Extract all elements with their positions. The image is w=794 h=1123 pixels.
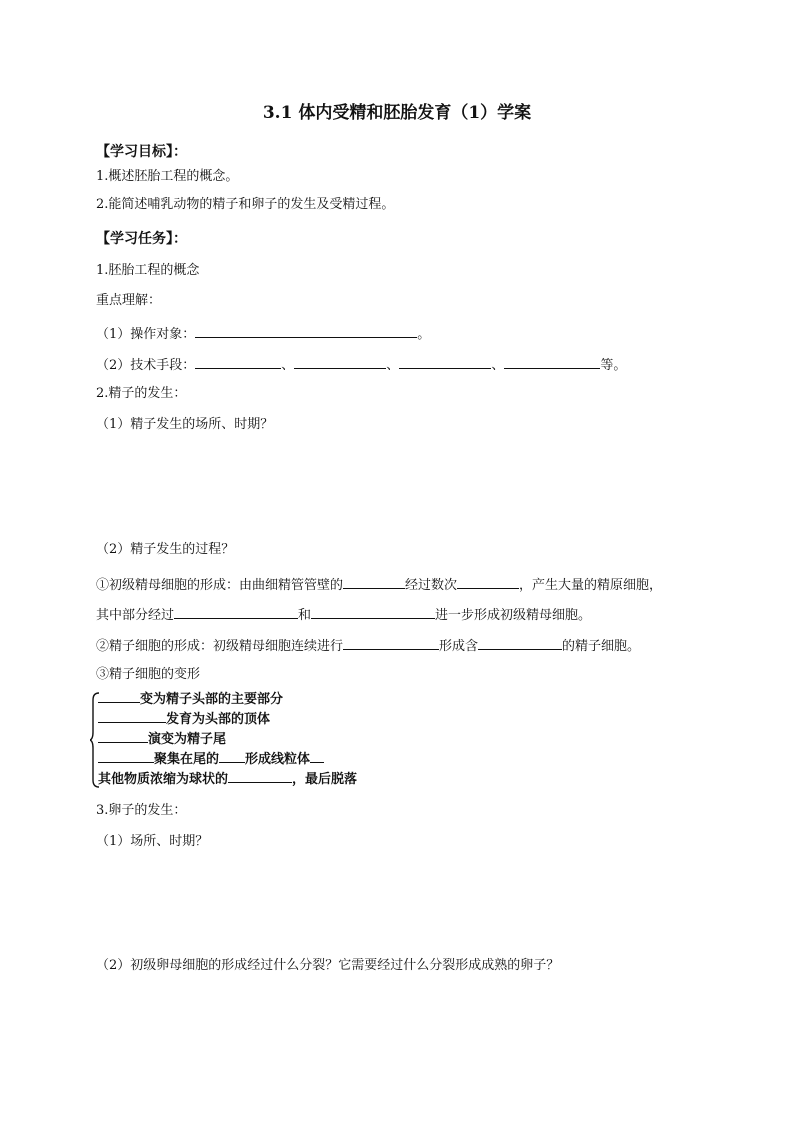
step-1-text-d: 其中部分经过 [96, 608, 175, 623]
step-1-text-f: 进一步形成初级精母细胞。 [435, 608, 592, 623]
q1b-suffix: 等。 [600, 358, 627, 373]
transform-item-2 [98, 708, 357, 728]
transform-text-7: ，最后脱落 [292, 772, 358, 787]
transform-blank-7[interactable] [228, 768, 292, 783]
step-1-line-2 [96, 604, 591, 625]
step-2-text-c: 的精子细胞。 [562, 639, 641, 654]
transform-text-2: 发育为头部的顶体 [166, 712, 271, 727]
q1b-blank-2[interactable] [294, 354, 386, 369]
q1a-prefix: （1）操作对象： [96, 327, 196, 342]
q3b-question: （2）初级卵母细胞的形成经过什么分裂？它需要经过什么分裂形成成熟的卵子？ [96, 958, 560, 973]
q1b-line [96, 354, 626, 375]
transform-blank-2[interactable] [98, 708, 166, 723]
goals-heading: 【学习目标】： [96, 144, 187, 160]
goal-item-2: 2.能简述哺乳动物的精子和卵子的发生及受精过程。 [96, 197, 395, 212]
transform-item-5 [98, 768, 357, 788]
transform-blank-1[interactable] [98, 688, 140, 703]
page-title: 3.1 体内受精和胚胎发育（1）学案 [262, 103, 532, 123]
step-1-blank-4[interactable] [311, 604, 435, 619]
step-2-blank-2[interactable] [478, 635, 562, 650]
transform-text-3: 演变为精子尾 [148, 732, 227, 747]
transform-blank-3[interactable] [98, 728, 148, 743]
q2b-question: （2）精子发生的过程？ [96, 542, 235, 557]
q1a-line [96, 323, 430, 344]
key-point-label: 重点理解： [96, 293, 162, 308]
q1a-suffix: 。 [417, 327, 431, 342]
step-2-text-b: 形成含 [439, 639, 479, 654]
step-1-text-a: ①初级精母细胞的形成：由曲细精管管壁的 [96, 578, 344, 593]
step-1-text-b: 经过数次 [405, 578, 458, 593]
step-1-text-c: ，产生大量的精原细胞， [519, 578, 663, 593]
q1b-sep-3: 、 [491, 358, 505, 373]
q1b-sep-2: 、 [386, 358, 400, 373]
transform-item-4 [98, 748, 357, 768]
step-2-blank-1[interactable] [343, 635, 439, 650]
step-3-title: ③精子细胞的变形 [96, 667, 201, 682]
step-1-blank-1[interactable] [343, 574, 405, 589]
q1b-blank-1[interactable] [195, 354, 281, 369]
q1b-prefix: （2）技术手段： [96, 358, 196, 373]
transform-blank-5[interactable] [219, 748, 245, 763]
goal-item-1: 1.概述胚胎工程的概念。 [96, 169, 239, 184]
q1a-blank[interactable] [195, 323, 417, 338]
q3a-question: （1）场所、时期？ [96, 834, 209, 849]
transform-text-5: 形成线粒体 [245, 752, 311, 767]
step-1-line-1 [96, 574, 662, 595]
q1b-blank-4[interactable] [504, 354, 600, 369]
task-3-title: 3.卵子的发生： [96, 803, 187, 818]
transform-text-1: 变为精子头部的主要部分 [140, 692, 284, 707]
q1b-blank-3[interactable] [399, 354, 491, 369]
transform-list [98, 688, 357, 788]
transform-item-3 [98, 728, 357, 748]
transform-blank-4[interactable] [98, 748, 154, 763]
transform-item-1 [98, 688, 357, 708]
step-1-text-e: 和 [298, 608, 312, 623]
transform-text-4: 聚集在尾的 [154, 752, 220, 767]
step-1-blank-2[interactable] [457, 574, 519, 589]
transform-text-6: 其他物质浓缩为球状的 [98, 772, 229, 787]
task-1-title: 1.胚胎工程的概念 [96, 263, 200, 278]
task-2-title: 2.精子的发生： [96, 386, 187, 401]
step-2-text-a: ②精子细胞的形成：初级精母细胞连续进行 [96, 639, 344, 654]
transform-blank-6[interactable] [310, 748, 324, 763]
tasks-heading: 【学习任务】： [96, 231, 187, 247]
q1b-sep-1: 、 [281, 358, 295, 373]
step-1-blank-3[interactable] [174, 604, 298, 619]
step-2-line [96, 635, 640, 656]
q2a-question: （1）精子发生的场所、时期？ [96, 417, 274, 432]
